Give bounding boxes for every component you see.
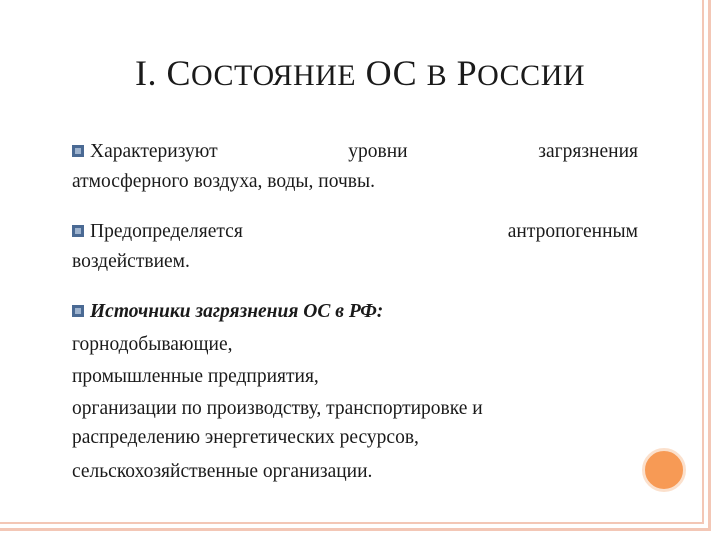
source-line: сельскохозяйственные организации.: [72, 460, 373, 482]
paragraph-line: атмосферного воздуха, воды, почвы.: [72, 171, 375, 192]
list-item: [72, 217, 243, 247]
checkbox-bullet-icon: [72, 225, 84, 237]
source-line: организации по производству, транспортировке и: [72, 397, 483, 419]
word: Характеризуют: [90, 141, 218, 162]
title-part: Р: [447, 53, 478, 93]
source-line: распределению энергетических ресурсов,: [72, 426, 419, 448]
word: уровни: [348, 141, 408, 162]
word: антропогенным: [507, 221, 638, 242]
word: загрязнения: [538, 141, 638, 162]
paragraph-line: [72, 137, 638, 167]
title-part: С: [166, 53, 191, 93]
list-item: [72, 137, 218, 167]
sources-heading: Источники загрязнения ОС в РФ:: [90, 301, 384, 322]
title-roman: I.: [134, 53, 157, 93]
paragraph-pollution-sources: [72, 296, 638, 492]
checkbox-bullet-icon: [72, 305, 84, 317]
list-item: [72, 296, 638, 329]
title-part: ОС: [356, 53, 427, 93]
decorative-orange-circle: [642, 448, 686, 492]
word: Предопределяется: [90, 221, 243, 242]
title-part: В: [426, 59, 448, 92]
title-part: ОССИИ: [477, 59, 586, 92]
paragraph-line: [72, 217, 638, 247]
slide-title: [0, 52, 720, 94]
paragraph-pollution-levels: [72, 137, 638, 197]
paragraph-line: воздействием.: [72, 251, 190, 272]
source-line: промышленные предприятия,: [72, 366, 319, 387]
checkbox-bullet-icon: [72, 145, 84, 157]
source-line: горнодобывающие,: [72, 333, 233, 355]
paragraph-anthropogenic: [72, 217, 638, 277]
title-part: ОСТОЯНИЕ: [190, 59, 357, 92]
